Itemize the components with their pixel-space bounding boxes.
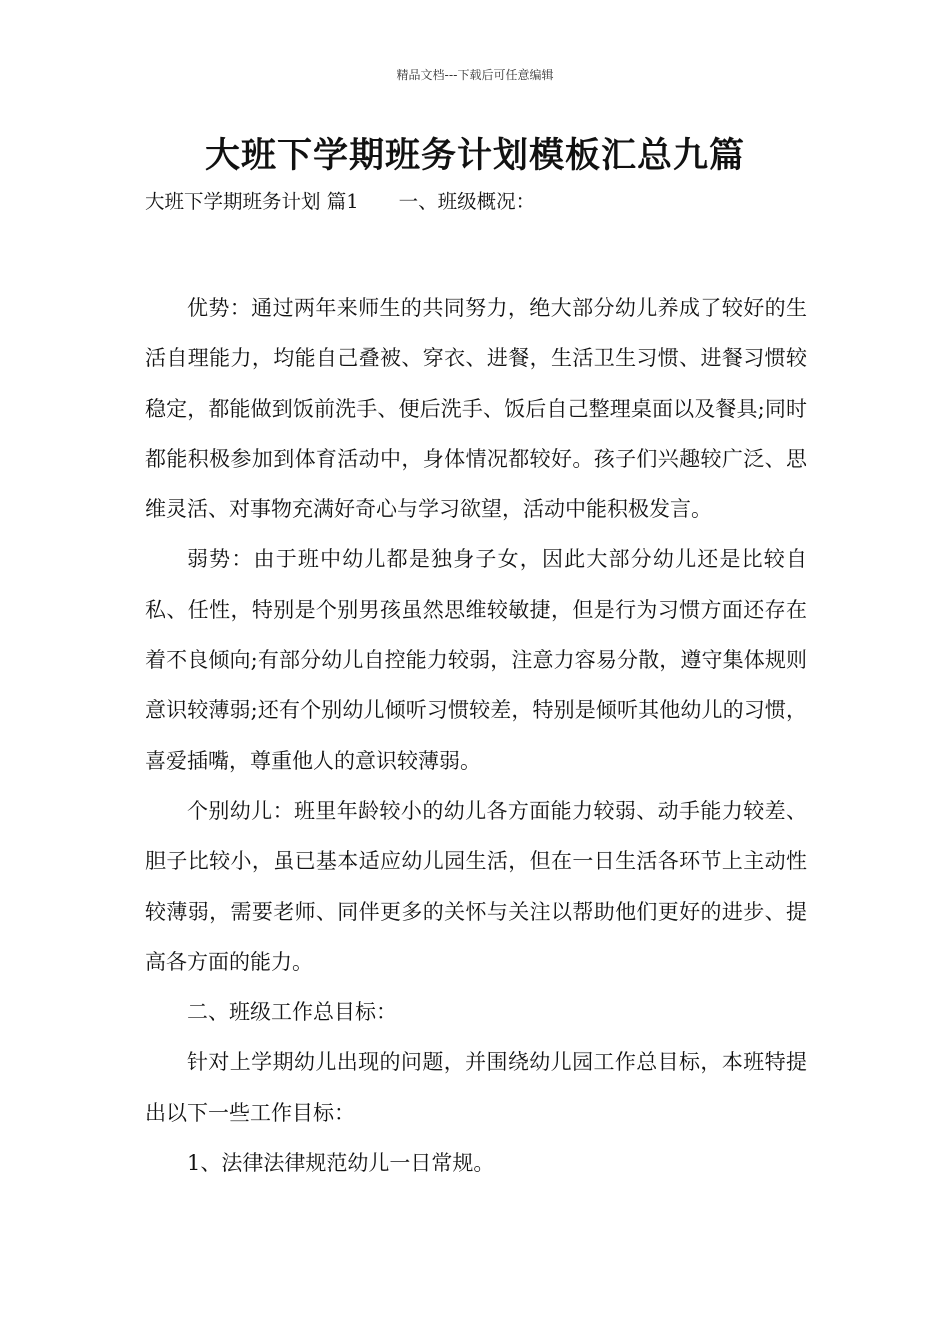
paragraph-section-two-heading: 二、班级工作总目标： [187, 1000, 397, 1025]
paragraph-goal-one: 1、法律法律规范幼儿一日常规。 [187, 1151, 495, 1176]
document-title: 大班下学期班务计划模板汇总九篇 [204, 136, 745, 176]
paragraph-advantages: 优势：通过两年来师生的共同努力，绝大部分幼儿养成了较好的生活自理能力，均能自己叠被、穿衣、进餐，生活卫生习惯、进餐习惯较稳定，都能做到饭前洗手、便后洗手、饭后自己整理桌面以及餐具;同时都能积极参加到体育活动中，身体情况都较好。孩子们兴趣较广泛、思维灵活、对事物充满好奇心与学习欲望，活动中能积极发言。 [145, 296, 807, 522]
paragraph-individual-children: 个别幼儿：班里年龄较小的幼儿各方面能力较弱、动手能力较差、胆子比较小，虽已基本适应幼儿园生活，但在一日生活各环节上主动性较薄弱，需要老师、同伴更多的关怀与关注以帮助他们更好的进步、提高各方面的能力。 [145, 798, 807, 974]
section-heading: 大班下学期班务计划 篇1 [145, 190, 359, 213]
document-body [145, 283, 807, 1188]
paragraph-weaknesses: 弱势：由于班中幼儿都是独身子女，因此大部分幼儿还是比较自私、任性，特别是个别男孩虽然思维较敏捷，但是行为习惯方面还存在着不良倾向;有部分幼儿自控能力较弱，注意力容易分散，遵守集体规则意识较薄弱;还有个别幼儿倾听习惯较差，特别是倾听其他幼儿的习惯，喜爱插嘴，尊重他人的意识较薄弱。 [145, 547, 807, 773]
subsection-heading: 一、班级概况： [398, 190, 536, 213]
paragraph-goals-intro: 针对上学期幼儿出现的问题，并围绕幼儿园工作总目标，本班特提出以下一些工作目标： [145, 1050, 807, 1125]
subtitle-line [145, 186, 825, 214]
header-note: 精品文档---下载后可任意编辑 [396, 68, 554, 82]
